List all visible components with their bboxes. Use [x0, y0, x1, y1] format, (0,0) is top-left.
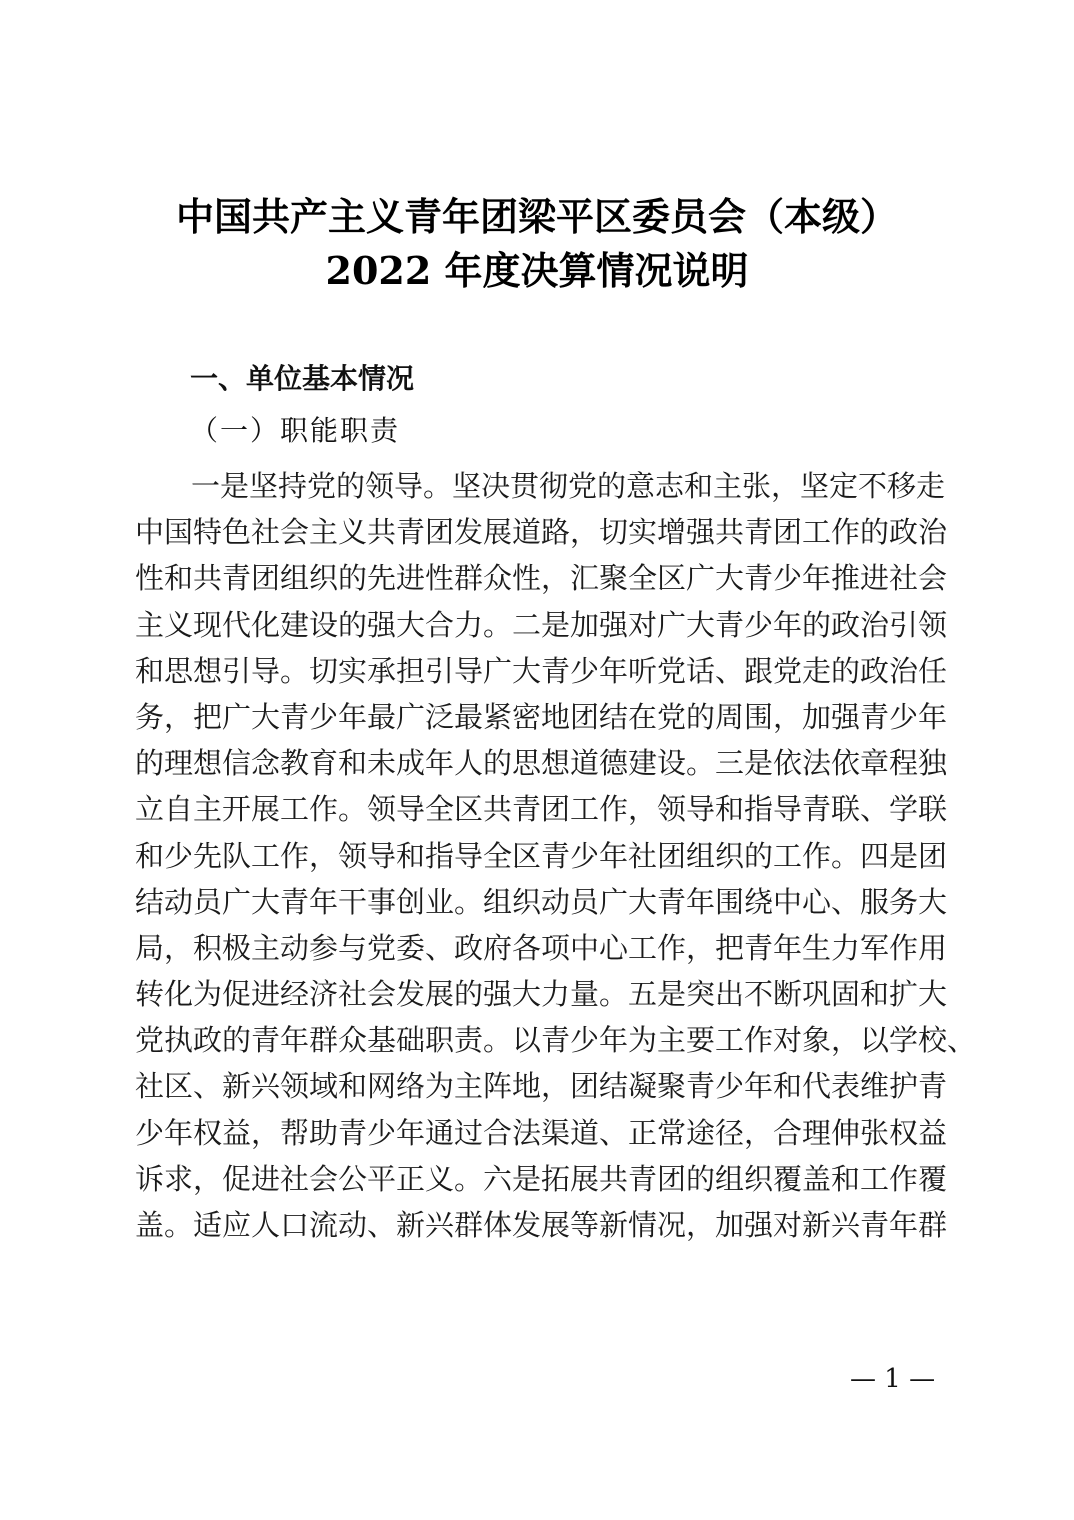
document-title-line-2: 2022 年度决算情况说明 [325, 248, 749, 293]
body-line: 少年权益，帮助青少年通过合法渠道、正常途径，合理伸张权益 [135, 1115, 948, 1150]
body-line: 主义现代化建设的强大合力。二是加强对广大青少年的政治引领 [135, 607, 948, 642]
body-line: 转化为促进经济社会发展的强大力量。五是突出不断巩固和扩大 [135, 977, 948, 1012]
body-line: 和思想引导。切实承担引导广大青少年听党话、跟党走的政治任 [135, 653, 948, 688]
body-line: 和少先队工作，领导和指导全区青少年社团组织的工作。四是团 [135, 838, 948, 873]
body-line: 一是坚持党的领导。坚决贯彻党的意志和主张，坚定不移走 [191, 469, 946, 503]
body-line: 中国特色社会主义共青团发展道路，切实增强共青团工作的政治 [135, 515, 948, 550]
body-line: 结动员广大青年干事创业。组织动员广大青年围绕中心、服务大 [135, 884, 948, 919]
body-line: 诉求，促进社会公平正义。六是拓展共青团的组织覆盖和工作覆 [135, 1161, 948, 1196]
body-line: 局，积极主动参与党委、政府各项中心工作，把青年生力军作用 [135, 930, 948, 965]
body-line: 社区、新兴领域和网络为主阵地，团结凝聚青少年和代表维护青 [135, 1069, 948, 1104]
body-paragraph [135, 463, 977, 1248]
body-line: 党执政的青年群众基础职责。以青少年为主要工作对象，以学校、 [135, 1023, 977, 1058]
document-title-line-1: 中国共产主义青年团梁平区委员会（本级） [175, 194, 898, 239]
body-line: 盖。适应人口流动、新兴群体发展等新情况，加强对新兴青年群 [135, 1208, 948, 1242]
body-line: 务，把广大青少年最广泛最紧密地团结在党的周围，加强青少年 [135, 699, 948, 734]
page-number: — 1 — [850, 1364, 936, 1394]
body-line: 立自主开展工作。领导全区共青团工作，领导和指导青联、学联 [135, 792, 948, 827]
section-heading: 一、单位基本情况 [190, 362, 415, 395]
subsection-heading: （一）职能职责 [190, 414, 401, 447]
body-line: 性和共青团组织的先进性群众性，汇聚全区广大青少年推进社会 [135, 561, 948, 596]
body-line: 的理想信念教育和未成年人的思想道德建设。三是依法依章程独 [135, 746, 948, 781]
